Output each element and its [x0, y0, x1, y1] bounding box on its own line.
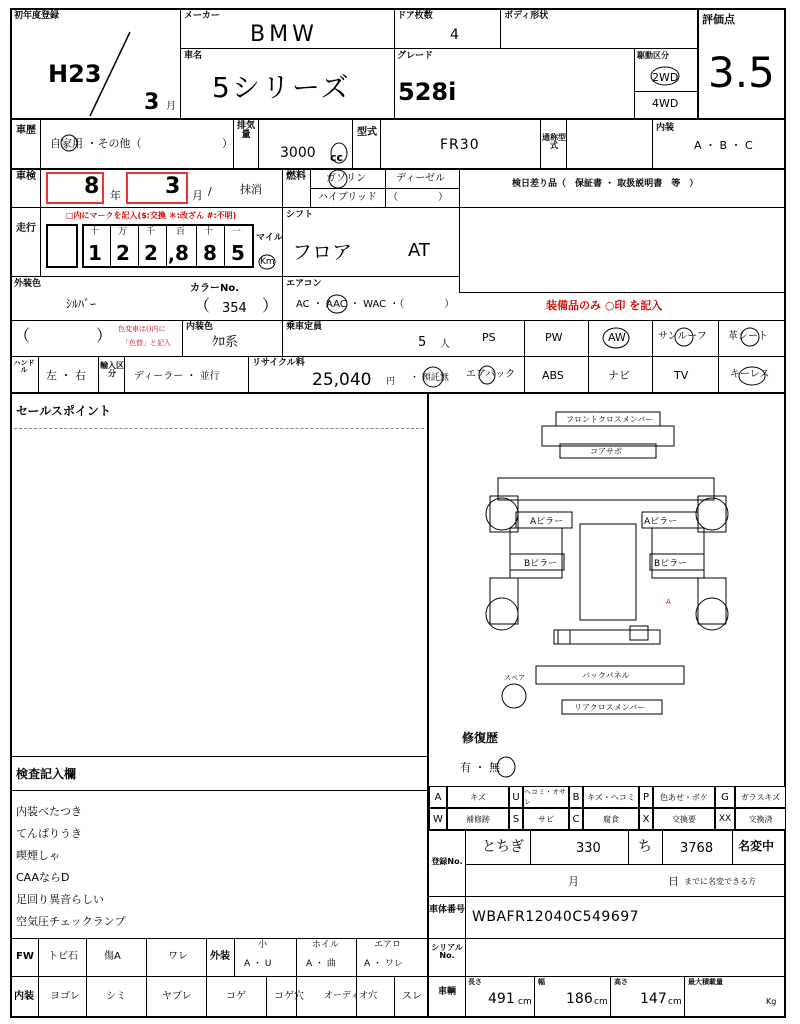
inspection-note-4: 足回り異音らしい: [16, 893, 104, 906]
legend-code-x: X: [639, 808, 653, 830]
shift-label: シフト: [286, 210, 314, 220]
serial-label: シリアルNo.: [431, 943, 463, 961]
int-item-rub: スレ: [402, 991, 422, 1002]
ext-small-label: 小: [258, 940, 268, 950]
fw-item-crack: ワレ: [168, 951, 188, 962]
back-panel-label: バックパネル: [582, 671, 630, 680]
inspection-year-unit: 年: [110, 189, 121, 202]
interior-color-value: ｸﾛ系: [212, 335, 239, 350]
equip-keyless: キーレス: [730, 369, 770, 380]
ext-wheel-label: ホイル: [312, 940, 340, 950]
grade-label: グレード: [397, 51, 434, 61]
deadline-month: 月: [568, 875, 579, 888]
height-unit: cm: [668, 997, 682, 1007]
interior-label: 内装: [656, 123, 675, 133]
int-item-dirt: ヨゴレ: [50, 991, 80, 1002]
size-label: 車輌: [437, 987, 456, 997]
equip-ps: PS: [482, 331, 496, 344]
circle-mark-sunroof: [672, 326, 696, 348]
inspection-year: 8: [84, 174, 100, 199]
interior-grades: A ・ B ・ C: [694, 139, 753, 152]
repair-history-value: 有 ・ 無: [460, 761, 500, 774]
capacity-value: 5: [418, 335, 427, 350]
name-change-title: 名変中: [738, 839, 775, 853]
inspection-notes-title: 検査記入欄: [16, 767, 77, 781]
first-reg-month: 3: [144, 90, 160, 115]
legend-desc-w: 補修跡: [447, 808, 509, 830]
mileage-digit-2: 2: [144, 241, 158, 265]
circle-mark-aw: [600, 326, 632, 350]
payload-label: 最大積載量: [688, 978, 723, 986]
length-label: 長さ: [468, 978, 482, 986]
damage-mark-a: A: [666, 598, 671, 606]
legend-code-w: W: [429, 808, 447, 830]
width-value: 186: [566, 991, 593, 1007]
color-no-close: ）: [262, 296, 279, 315]
inspection-note-5: 空気圧チェックランプ: [16, 915, 126, 928]
vin-label: 車体番号: [429, 905, 466, 915]
drive-4wd: 4WD: [652, 97, 679, 110]
registration-number: 3768: [680, 841, 714, 856]
fuel-other: （ ）: [388, 192, 448, 203]
rear-cross-label: リアクロスメンバー: [574, 703, 646, 712]
car-name-label: 車名: [184, 51, 203, 61]
legend-desc-s: サビ: [523, 808, 569, 830]
first-reg-label: 初年度登録: [14, 11, 60, 21]
common-model-label: 通称型式: [542, 133, 566, 151]
equip-pw: PW: [545, 331, 563, 344]
change-color-close: ）: [96, 326, 113, 345]
doors-value: 4: [450, 27, 459, 43]
circle-mark-private: [56, 132, 82, 154]
drive-label: 駆動区分: [637, 51, 669, 60]
ext-wheel-opts: A ・ 曲: [306, 959, 336, 969]
equip-tv: TV: [674, 369, 689, 382]
first-reg-month-unit: 月: [166, 101, 176, 112]
int-item-tear: ヤブレ: [162, 991, 192, 1002]
import-label: 輸入区分: [100, 361, 124, 379]
legend-table: [429, 786, 786, 830]
transmission-value: AT: [408, 240, 430, 261]
car-body-diagram: [470, 404, 740, 726]
recycle-value: 25,040: [312, 370, 372, 390]
change-color-open: （: [14, 326, 31, 345]
mileage-unit-1: 万: [118, 227, 128, 237]
height-value: 147: [640, 991, 667, 1007]
slash-sep: /: [208, 185, 212, 198]
model-value: FR30: [440, 137, 480, 153]
drive-2wd: 2WD: [652, 71, 679, 84]
score-label: 評価点: [702, 13, 735, 26]
model-label: 型式: [357, 127, 377, 138]
history-close-paren: ）: [222, 137, 233, 150]
mileage-mark-box: [46, 224, 78, 268]
attachments-label: 検日差り品（ 保証書 ・ 取扱説明書 等 ）: [512, 179, 699, 189]
legend-code-b: B: [569, 786, 583, 808]
b-pillar-right-label: Bピラー: [654, 559, 688, 569]
first-reg-era: H23: [48, 60, 102, 88]
color-no-open: （: [194, 296, 211, 315]
circle-mark-2wd: [648, 64, 682, 88]
shift-value: フロア: [292, 240, 352, 264]
ac-options: AC ・ AAC ・ WAC ・（ ）: [296, 299, 455, 310]
equip-abs: ABS: [542, 369, 564, 382]
fuel-hybrid: ハイブリッド: [318, 192, 377, 203]
fuel-gasoline: ガソリン: [326, 173, 366, 184]
legend-code-xx: XX: [715, 808, 735, 830]
fuel-label: 燃料: [286, 171, 306, 182]
recycle-yen: 円: [386, 377, 396, 387]
mileage-label: 走行: [16, 223, 36, 234]
change-color-note2: 「色替」と記入: [122, 339, 171, 347]
legend-desc-xx: 交換済: [735, 808, 786, 830]
legend-desc-g: ガラスキズ: [735, 786, 786, 808]
circle-mark-aac: [322, 292, 352, 316]
legend-desc-x: 交換要: [653, 808, 715, 830]
inspection-note-1: てんぱりうき: [16, 827, 82, 840]
mileage-digit-3: 8: [175, 241, 189, 265]
deadline-day: 日: [668, 875, 679, 888]
inspection-note-0: 内装べたつき: [16, 805, 82, 818]
circle-mark-leather: [738, 326, 762, 348]
int-item-burn-hole: コゲ穴: [274, 991, 304, 1002]
circle-mark-cc: [328, 140, 350, 166]
front-cross-label: フロントクロスメンバー: [566, 415, 654, 424]
sales-points-area: [14, 428, 424, 756]
sales-points-title: セールスポイント: [16, 404, 111, 418]
history-options: 自家用 ・その他（: [50, 137, 142, 150]
interior-color-label: 内装色: [186, 322, 214, 332]
exterior-color-value: ｼﾙﾊﾞｰ: [66, 297, 97, 311]
legend-desc-b: キズ・ヘコミ: [583, 786, 639, 808]
b-pillar-left-label: Bピラー: [524, 559, 558, 569]
maker-value: BMW: [250, 22, 318, 47]
legend-desc-u: ヘコミ・オサレ: [523, 786, 569, 808]
color-no-label: カラーNo.: [190, 283, 240, 294]
equip-sunroof: サンルーフ: [658, 331, 707, 342]
legend-code-g: G: [715, 786, 735, 808]
mileage-note: □内にマークを記入($:交換 ＊:改ざん #:不明): [66, 211, 237, 220]
circle-mark-km: [256, 252, 278, 272]
core-support-label: コアサポ: [590, 447, 622, 456]
km-label: Km: [260, 257, 275, 267]
int-item-audio-hole: オーディオ穴: [324, 991, 378, 1001]
equip-aw: AW: [608, 331, 626, 344]
score-value: 3.5: [708, 48, 775, 97]
inspection-month: 3: [165, 174, 181, 199]
circle-mark-deposit: [420, 364, 446, 390]
int-label: 内装: [14, 991, 34, 1002]
inspection-note-2: 喫煙しゃ: [16, 849, 60, 862]
height-label: 高さ: [614, 978, 628, 986]
mileage-digit-1: 2: [116, 241, 130, 265]
recycle-deposit: ・ 預託無: [410, 373, 449, 383]
legend-desc-a: キズ: [447, 786, 509, 808]
mileage-unit-4: 十: [204, 227, 214, 237]
thousand-comma: ,: [168, 245, 175, 266]
spare-label: スペア: [504, 674, 525, 682]
legend-code-c: C: [569, 808, 583, 830]
circle-mark-gasoline: [318, 168, 358, 190]
grade-value: 528i: [398, 78, 457, 106]
car-name-value: 5シリーズ: [212, 71, 351, 104]
registration-kana: ち: [638, 839, 652, 855]
legend-code-p: P: [639, 786, 653, 808]
circle-mark-keyless: [736, 364, 768, 388]
displacement-cc: cc: [330, 151, 344, 164]
payload-unit: Kg: [766, 997, 777, 1006]
inspection-month-unit: 月: [192, 189, 203, 202]
equip-airbag: エアバック: [466, 369, 516, 380]
length-unit: cm: [518, 997, 532, 1007]
mileage-unit-5: 一: [232, 227, 242, 237]
equip-leather: 革シート: [728, 331, 768, 342]
legend-code-u: U: [509, 786, 523, 808]
mileage-unit-2: 千: [146, 227, 156, 237]
handle-label: ハンドル: [13, 359, 35, 375]
ext-aero-opts: A ・ ワレ: [364, 959, 403, 969]
ac-label: エアコン: [286, 279, 322, 289]
slash-mark: [85, 30, 135, 120]
recycle-label: リサイクル料: [252, 358, 305, 368]
inspection-label: 車検: [16, 171, 36, 182]
displacement-label: 排気量: [236, 121, 255, 141]
capacity-unit: 人: [440, 339, 450, 350]
capacity-label: 乗車定員: [286, 322, 323, 332]
a-pillar-left-label: Aピラー: [530, 517, 564, 527]
ext-aero-label: エアロ: [374, 940, 402, 950]
circle-mark-repair-none: [494, 754, 518, 780]
legend-desc-c: 腐食: [583, 808, 639, 830]
circle-mark-airbag: [476, 364, 498, 386]
vin-value: WBAFR12040C549697: [472, 909, 640, 925]
legend-desc-p: 色あせ・ボケ: [653, 786, 715, 808]
ext-small-opts: A ・ U: [244, 959, 272, 969]
mileage-digit-4: 8: [203, 241, 217, 265]
inspection-note-3: CAAならD: [16, 871, 70, 884]
registration-label: 登録No.: [431, 857, 463, 866]
mileage-digit-0: 1: [88, 241, 102, 265]
equipment-title: 装備品のみ ○印 を記入: [546, 299, 663, 312]
color-no-value: 354: [222, 301, 247, 316]
inspection-erased: 抹消: [240, 183, 262, 196]
repair-history-title: 修復歴: [462, 731, 499, 745]
fw-label: FW: [16, 951, 34, 962]
fw-item-scratch: 傷A: [104, 951, 121, 962]
width-unit: cm: [594, 997, 608, 1007]
mileage-unit-0: 十: [90, 227, 100, 237]
equip-navi: ナビ: [608, 369, 630, 382]
maker-label: メーカー: [184, 11, 220, 21]
doors-label: ドア枚数: [397, 11, 433, 21]
mile-label: マイル: [256, 233, 283, 243]
history-label: 車歴: [16, 125, 36, 136]
import-options: ディーラー ・ 並行: [134, 371, 220, 382]
legend-code-s: S: [509, 808, 523, 830]
exterior-color-label: 外装色: [14, 279, 42, 289]
registration-class: 330: [576, 841, 601, 856]
change-color-note1: 色変車は()内に: [118, 325, 166, 333]
int-item-stain: シミ: [106, 991, 126, 1002]
fw-item-chip: トビ石: [48, 951, 78, 962]
width-label: 幅: [538, 978, 545, 986]
mileage-unit-3: 百: [176, 227, 186, 237]
registration-region: とちぎ: [482, 839, 524, 855]
legend-code-a: A: [429, 786, 447, 808]
fuel-diesel: ディーゼル: [396, 173, 445, 184]
handle-options: 左 ・ 右: [46, 369, 86, 382]
body-type-label: ボディ形状: [504, 11, 549, 21]
deadline-note: までに名変できる方: [684, 877, 756, 886]
mileage-digit-5: 5: [231, 241, 245, 265]
displacement-value: 3000: [280, 145, 316, 161]
a-pillar-right-label: Aピラー: [644, 517, 678, 527]
ext-label: 外装: [210, 951, 230, 962]
int-item-burn: コゲ: [226, 991, 246, 1002]
length-value: 491: [488, 991, 515, 1007]
